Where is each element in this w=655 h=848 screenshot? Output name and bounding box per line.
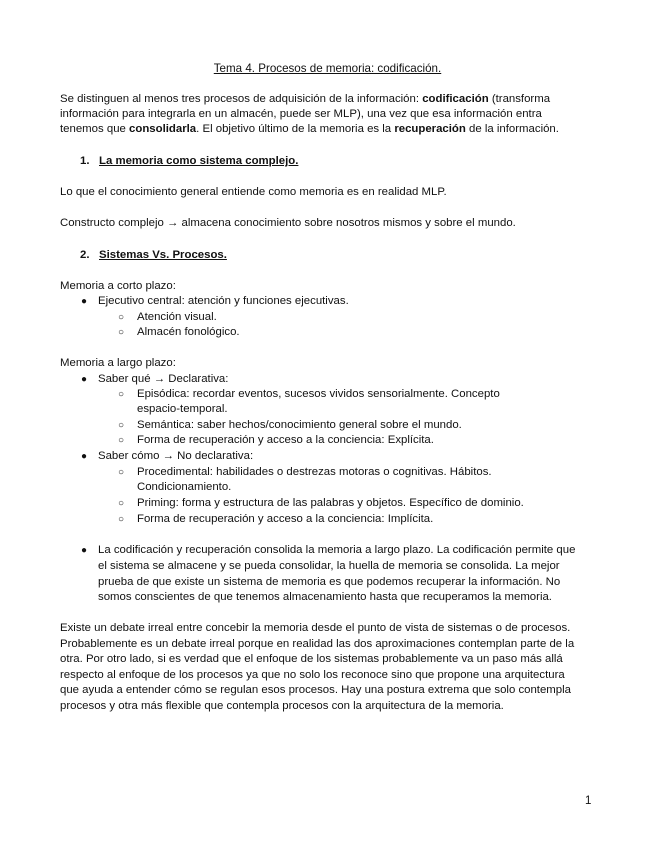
bullet-icon: ●: [81, 374, 88, 385]
bullet-icon: ●: [81, 296, 88, 307]
short-term-item: Ejecutivo central: atención y funciones ejecutivas.: [98, 295, 349, 307]
episodic-line-2: espacio-temporal.: [137, 403, 228, 415]
semantic-item: Semántica: saber hechos/conocimiento general sobre el mundo.: [137, 419, 462, 431]
section-1-paragraph-2: Constructo complejo → almacena conocimiento sobre nosotros mismos y sobre el mundo.: [60, 217, 516, 229]
episodic-line-1: Episódica: recordar eventos, sucesos vividos sensorialmente. Concepto: [137, 388, 500, 400]
bullet-icon: ●: [81, 545, 88, 556]
intro-line-2: información para integrarla en un almacén, puede ser MLP), una vez que esa información entra: [60, 108, 542, 120]
circle-bullet-icon: ○: [118, 312, 125, 323]
implicit-access-item: Forma de recuperación y acceso a la conciencia: Implícita.: [137, 513, 434, 525]
circle-bullet-icon: ○: [118, 435, 125, 446]
section-2-heading: 2. Sistemas Vs. Procesos.: [80, 249, 227, 261]
nondeclarative-item: Saber cómo → No declarativa:: [98, 450, 254, 462]
explicit-access-item: Forma de recuperación y acceso a la conciencia: Explícita.: [137, 434, 434, 446]
short-term-label: Memoria a corto plazo:: [60, 280, 176, 292]
procedural-line-1: Procedimental: habilidades o destrezas motoras o cognitivas. Hábitos.: [137, 466, 492, 478]
debate-line-5: que ayuda a entender cómo se regulan esos procesos. Hay una postura extrema que solo contempla: [60, 684, 571, 696]
declarative-item: Saber qué → Declarativa:: [98, 373, 229, 385]
circle-bullet-icon: ○: [118, 327, 125, 338]
circle-bullet-icon: ○: [118, 467, 125, 478]
debate-line-3: otra. Por otro lado, si es verdad que el enfoque de los sistemas probablemente va un paso más allá: [60, 653, 563, 665]
debate-line-6: procesos y otra más flexible que contempla procesos con la arquitectura de la memoria.: [60, 700, 504, 712]
priming-item: Priming: forma y estructura de las palabras y objetos. Específico de dominio.: [137, 497, 524, 509]
intro-line-3: tenemos que consolidarla. El objetivo último de la memoria es la recuperación de la información.: [60, 123, 559, 135]
page-title: Tema 4. Procesos de memoria: codificación.: [213, 62, 442, 75]
short-term-sub-item: Atención visual.: [137, 311, 217, 323]
short-term-sub-item: Almacén fonológico.: [137, 326, 240, 338]
consolidation-line-3: prueba de que existe un sistema de memoria es que podemos recuperar la información. No: [98, 576, 561, 588]
section-1-paragraph-1: Lo que el conocimiento general entiende como memoria es en realidad MLP.: [60, 186, 447, 198]
debate-line-4: respecto al enfoque de los procesos ya que no solo los reconoce sino que propone una arquitectura: [60, 669, 565, 681]
circle-bullet-icon: ○: [118, 389, 125, 400]
section-1-heading: 1. La memoria como sistema complejo.: [80, 155, 299, 167]
bullet-icon: ●: [81, 451, 88, 462]
circle-bullet-icon: ○: [118, 498, 125, 509]
procedural-line-2: Condicionamiento.: [137, 481, 232, 493]
intro-line-1: Se distinguen al menos tres procesos de adquisición de la información: codificación (transforma: [60, 93, 551, 105]
debate-line-2: Probablemente es un debate irreal porque en realidad las dos aproximaciones contemplan parte de la: [60, 638, 575, 650]
consolidation-line-1: La codificación y recuperación consolida la memoria a largo plazo. La codificación permite que: [98, 544, 576, 556]
keyword-consolidarla: consolidarla: [129, 123, 197, 135]
debate-line-1: Existe un debate irreal entre concebir la memoria desde el punto de vista de sistemas o de procesos.: [60, 622, 571, 634]
page-number: 1: [585, 795, 592, 807]
consolidation-line-4: somos conscientes de que tenemos almacenamiento hasta que recuperamos la memoria.: [98, 591, 552, 603]
keyword-codificacion: codificación: [422, 93, 489, 105]
circle-bullet-icon: ○: [118, 514, 125, 525]
keyword-recuperacion: recuperación: [394, 123, 466, 135]
consolidation-line-2: el sistema se almacene y se pueda consolidar, la huella de memoria se consolida. La mejor: [98, 560, 560, 572]
long-term-label: Memoria a largo plazo:: [60, 357, 176, 369]
circle-bullet-icon: ○: [118, 420, 125, 431]
